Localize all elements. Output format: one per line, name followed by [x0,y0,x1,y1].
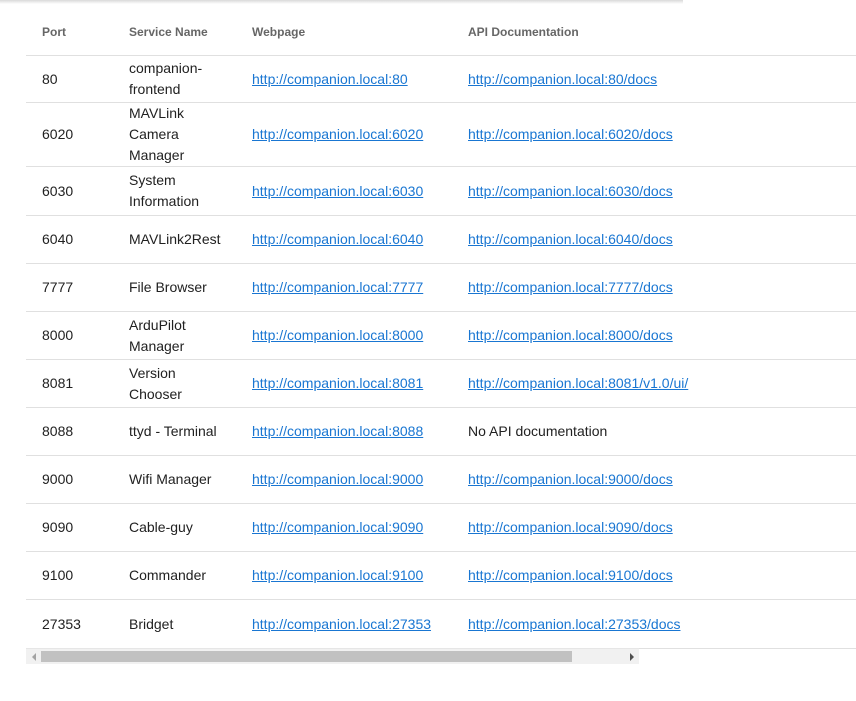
port-cell: 9100 [26,552,129,600]
api-documentation-link[interactable]: http://companion.local:27353/docs [468,615,681,632]
arrow-left-icon[interactable] [26,649,41,664]
port-cell: 6030 [26,167,129,216]
service-name: Cable-guy [129,519,193,535]
service-name-cell [129,167,252,216]
header-service-name[interactable]: Service Name [129,8,252,56]
table-body [26,56,856,649]
service-name-cell [129,552,252,600]
services-table [26,8,856,649]
table-row [26,103,856,167]
service-name: System Information [129,172,200,209]
service-name-cell [129,103,252,167]
table-row [26,600,856,649]
service-name: companion-frontend [129,60,203,97]
api-documentation-link[interactable]: http://companion.local:9090/docs [468,519,673,535]
service-name-cell [129,312,252,360]
api-documentation-cell [468,167,856,216]
webpage-link[interactable]: http://companion.local:6030 [252,182,424,199]
api-documentation-cell [468,103,856,167]
service-name-cell [129,264,252,312]
api-documentation-cell [468,360,856,408]
port-cell: 27353 [26,600,129,649]
table-header-row [26,8,856,56]
webpage-cell [252,56,468,103]
service-name: MAVLink Camera Manager [129,105,185,163]
service-name: Wifi Manager [129,471,212,487]
api-documentation-cell [468,408,856,456]
api-documentation-link[interactable]: http://companion.local:9100/docs [468,567,673,583]
webpage-cell [252,216,468,264]
webpage-cell [252,408,468,456]
services-table-viewport[interactable] [26,8,689,648]
service-name: Commander [129,567,207,583]
webpage-cell [252,600,468,649]
api-documentation-cell [468,264,856,312]
webpage-cell [252,456,468,504]
port-cell: 6020 [26,103,129,167]
webpage-link[interactable]: http://companion.local:9090 [252,519,424,535]
service-name-cell [129,456,252,504]
webpage-link[interactable]: http://companion.local:9100 [252,567,424,583]
webpage-cell [252,167,468,216]
table-row [26,408,856,456]
scrollbar-thumb[interactable] [41,651,572,662]
header-api-documentation[interactable]: API Documentation [468,8,856,56]
webpage-link[interactable]: http://companion.local:6020 [252,126,424,142]
webpage-cell [252,552,468,600]
table-row [26,456,856,504]
api-documentation-cell [468,504,856,552]
webpage-link[interactable]: http://companion.local:8081 [252,375,424,391]
service-name: Bridget [129,615,174,632]
service-name: ttyd - Terminal [129,423,217,439]
webpage-link[interactable]: http://companion.local:80 [252,70,408,87]
api-documentation-cell [468,552,856,600]
webpage-link[interactable]: http://companion.local:27353 [252,615,432,632]
port-cell: 8000 [26,312,129,360]
api-documentation-link[interactable]: http://companion.local:8081/v1.0/ui/ [468,375,689,391]
webpage-cell [252,264,468,312]
port-cell: 9090 [26,504,129,552]
table-row [26,264,856,312]
webpage-link[interactable]: http://companion.local:7777 [252,279,424,295]
port-cell: 8081 [26,360,129,408]
service-name-cell [129,216,252,264]
api-documentation-cell [468,216,856,264]
api-documentation-link[interactable]: http://companion.local:8000/docs [468,327,673,343]
port-cell: 7777 [26,264,129,312]
api-documentation-cell [468,456,856,504]
service-name-cell [129,56,252,103]
api-documentation-link[interactable]: http://companion.local:80/docs [468,70,658,87]
table-row [26,360,856,408]
webpage-cell [252,504,468,552]
service-name: MAVLink2Rest [129,231,221,247]
webpage-cell [252,360,468,408]
table-row [26,312,856,360]
header-port[interactable]: Port [26,8,129,56]
arrow-right-icon[interactable] [624,649,639,664]
table-row [26,56,856,103]
webpage-link[interactable]: http://companion.local:8088 [252,423,424,439]
api-documentation-cell [468,312,856,360]
webpage-cell [252,103,468,167]
app-bar-shadow [0,0,683,4]
service-name-cell [129,408,252,456]
api-documentation-link[interactable]: http://companion.local:6030/docs [468,182,673,199]
table-row [26,552,856,600]
port-cell: 80 [26,56,129,103]
webpage-link[interactable]: http://companion.local:6040 [252,231,424,247]
api-documentation-link[interactable]: http://companion.local:7777/docs [468,279,673,295]
table-row [26,216,856,264]
service-name-cell [129,600,252,649]
header-webpage[interactable]: Webpage [252,8,468,56]
port-cell: 6040 [26,216,129,264]
api-documentation-text: No API documentation [468,423,608,439]
port-cell: 9000 [26,456,129,504]
webpage-cell [252,312,468,360]
api-documentation-cell [468,56,856,103]
horizontal-scrollbar[interactable] [26,648,639,664]
service-name: Version Chooser [129,364,182,402]
service-name-cell [129,504,252,552]
port-cell: 8088 [26,408,129,456]
webpage-link[interactable]: http://companion.local:9000 [252,471,424,487]
api-documentation-link[interactable]: http://companion.local:6040/docs [468,231,673,247]
api-documentation-link[interactable]: http://companion.local:9000/docs [468,471,673,487]
webpage-link[interactable]: http://companion.local:8000 [252,327,424,343]
api-documentation-link[interactable]: http://companion.local:6020/docs [468,126,673,142]
service-name: File Browser [129,279,207,295]
table-row [26,167,856,216]
table-row [26,504,856,552]
service-name: ArduPilot Manager [129,316,186,354]
service-name-cell [129,360,252,408]
api-documentation-cell [468,600,856,649]
